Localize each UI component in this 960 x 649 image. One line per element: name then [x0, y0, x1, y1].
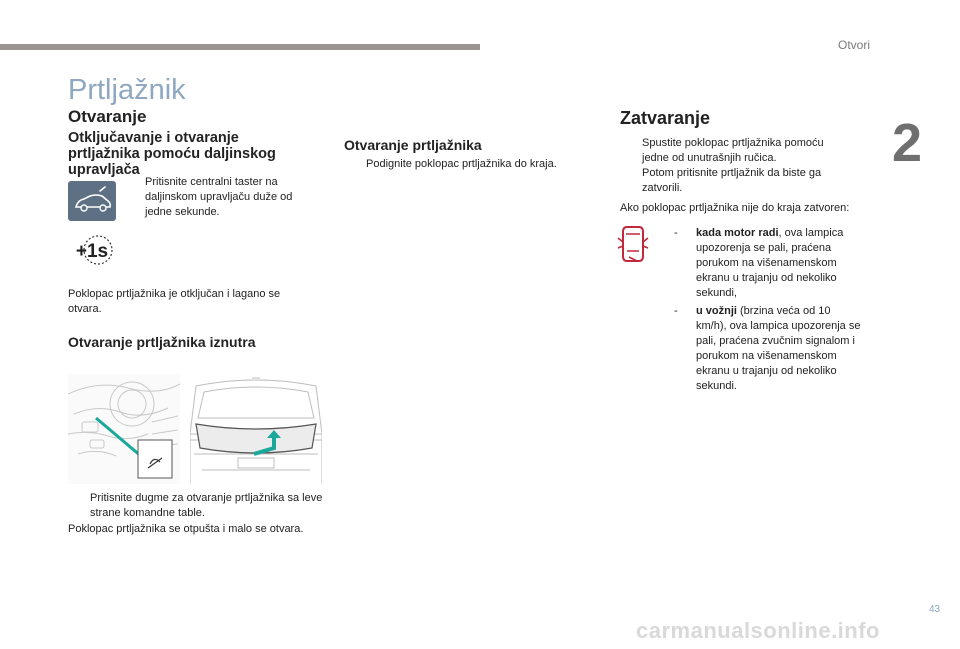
- warning-item-driving: [674, 304, 864, 392]
- watermark: carmanualsonline.info: [636, 618, 880, 643]
- heading-open-from-inside: Otvaranje prtljažnika iznutra: [68, 334, 256, 350]
- item2-text: (brzina veća od 10 km/h), ova lampica upozorenja se pali, praćena zvučnim signalom i porukom na višenamenskom ekranu u trajanju od nekoliko sekundi.: [696, 305, 861, 392]
- subheading-remote-unlock: Otključavanje i otvaranje prtljažnika pomoću daljinskog upravljača: [68, 130, 276, 178]
- hold-one-second-icon: [68, 234, 116, 266]
- tailgate-photo: [190, 374, 322, 484]
- item2-bold: u vožnji: [696, 305, 737, 317]
- warning-item-engine-running: [674, 226, 864, 299]
- dash-marker: -: [674, 305, 678, 317]
- item1-bold: kada motor radi: [696, 227, 779, 239]
- top-rule: [0, 44, 480, 50]
- chapter-number: 2: [892, 113, 923, 173]
- page-title: Prtljažnik: [68, 74, 186, 106]
- heading-closing: Zatvaranje: [620, 108, 711, 128]
- remote-note: Poklopac prtljažnika je otključan i lagano se otvara.: [68, 288, 281, 315]
- car-remote-icon: [68, 181, 116, 221]
- item1-text: , ova lampica upozorenja se pali, praćena porukom na višenamenskom ekranu u trajanju od nekoliko sekundi,: [696, 227, 844, 299]
- warning-intro: Ako poklopac prtljažnika nije do kraja zatvoren:: [620, 202, 850, 214]
- dashboard-photo: [68, 374, 180, 484]
- inside-note: Poklopac prtljažnika se otpušta i malo se otvara.: [68, 523, 304, 535]
- hold-label: +1s: [75, 241, 109, 262]
- heading-opening: Otvaranje: [68, 107, 147, 126]
- page-number: 43: [929, 604, 941, 615]
- heading-open-tailgate: Otvaranje prtljažnika: [344, 137, 482, 153]
- boot-open-warning-icon: [616, 224, 650, 264]
- dash-marker: -: [674, 227, 678, 239]
- section-name: Otvori: [838, 38, 871, 52]
